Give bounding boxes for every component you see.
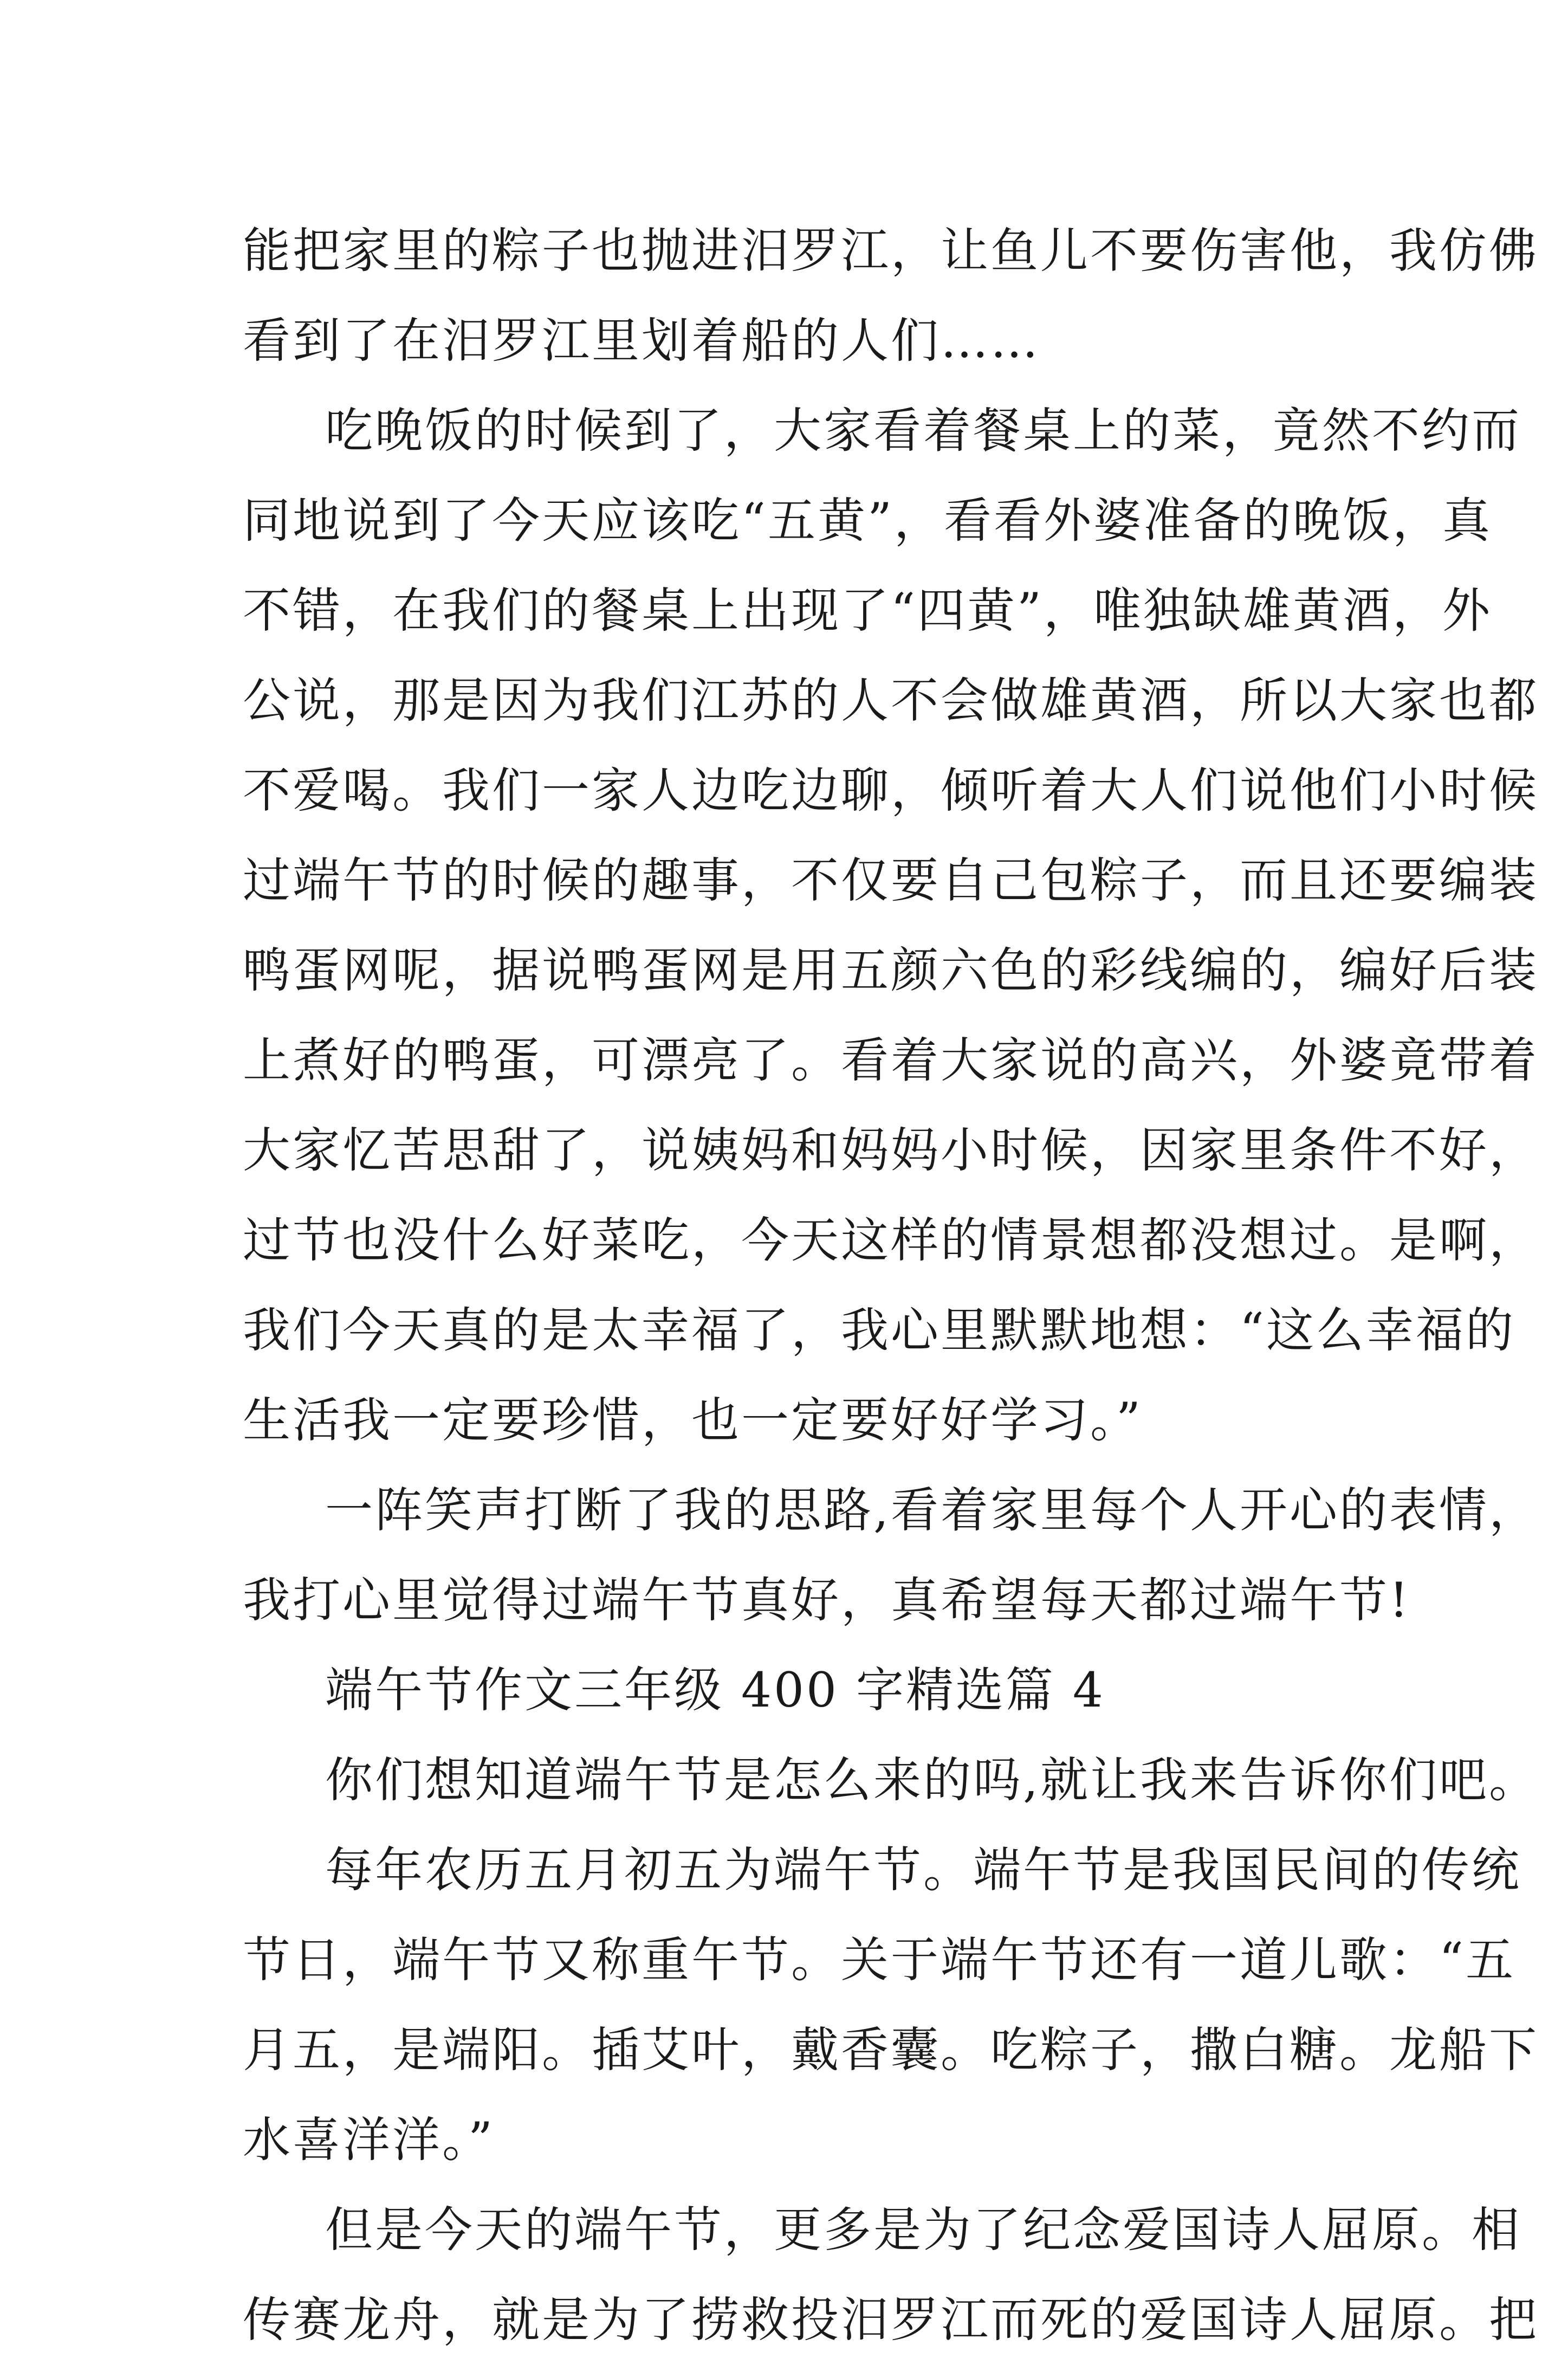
text-line: 同地说到了今天应该吃“五黄”，看看外婆准备的晚饭，真 (243, 493, 1492, 548)
text-line: 我们今天真的是太幸福了，我心里默默地想：“这么幸福的 (243, 1302, 1515, 1358)
text-line: 上煮好的鸭蛋，可漂亮了。看着大家说的高兴，外婆竟带着 (243, 1032, 1539, 1088)
text-line: 过节也没什么好菜吃，今天这样的情景想都没想过。是啊， (243, 1212, 1539, 1268)
paragraph-start-line: 吃晚饭的时候到了，大家看着餐桌上的菜，竟然不约而 (325, 403, 1522, 458)
text-line: 不错，在我们的餐桌上出现了“四黄”，唯独缺雄黄酒，外 (243, 583, 1492, 638)
text-line: 月五，是端阳。插艾叶，戴香囊。吃粽子，撒白糖。龙船下 (243, 2022, 1539, 2078)
text-line: 我打心里觉得过端午节真好，真希望每天都过端午节! (243, 1572, 1411, 1628)
paragraph-start-line: 每年农历五月初五为端午节。端午节是我国民间的传统 (325, 1842, 1522, 1898)
text-line: 大家忆苦思甜了，说姨妈和妈妈小时候，因家里条件不好， (243, 1122, 1539, 1178)
section-heading: 端午节作文三年级 400 字精选篇 4 (325, 1662, 1105, 1718)
paragraph-start-line: 一阵笑声打断了我的思路,看着家里每个人开心的表情， (325, 1482, 1539, 1538)
paragraph-start-line: 但是今天的端午节，更多是为了纪念爱国诗人屈原。相 (325, 2202, 1522, 2258)
text-line: 生活我一定要珍惜，也一定要好好学习。” (243, 1392, 1143, 1448)
text-line: 公说，那是因为我们江苏的人不会做雄黄酒，所以大家也都 (243, 673, 1539, 728)
text-line: 看到了在汨罗江里划着船的人们…… (243, 313, 1041, 369)
essay-text (243, 206, 1539, 2365)
text-line: 传赛龙舟，就是为了捞救投汨罗江而死的爱国诗人屈原。把 (243, 2292, 1539, 2348)
text-line: 过端午节的时候的趣事，不仅要自己包粽子，而且还要编装 (243, 852, 1539, 908)
text-line: 不爱喝。我们一家人边吃边聊，倾听着大人们说他们小时候 (243, 763, 1539, 818)
text-line: 水喜洋洋。” (243, 2112, 495, 2168)
paragraph-start-line: 你们想知道端午节是怎么来的吗,就让我来告诉你们吧。 (325, 1752, 1539, 1808)
text-line: 鸭蛋网呢，据说鸭蛋网是用五颜六色的彩线编的，编好后装 (243, 942, 1539, 998)
text-line: 节日，端午节又称重午节。关于端午节还有一道儿歌：“五 (243, 1932, 1515, 1988)
text-line: 能把家里的粽子也抛进汨罗江，让鱼儿不要伤害他，我仿佛 (243, 223, 1539, 279)
